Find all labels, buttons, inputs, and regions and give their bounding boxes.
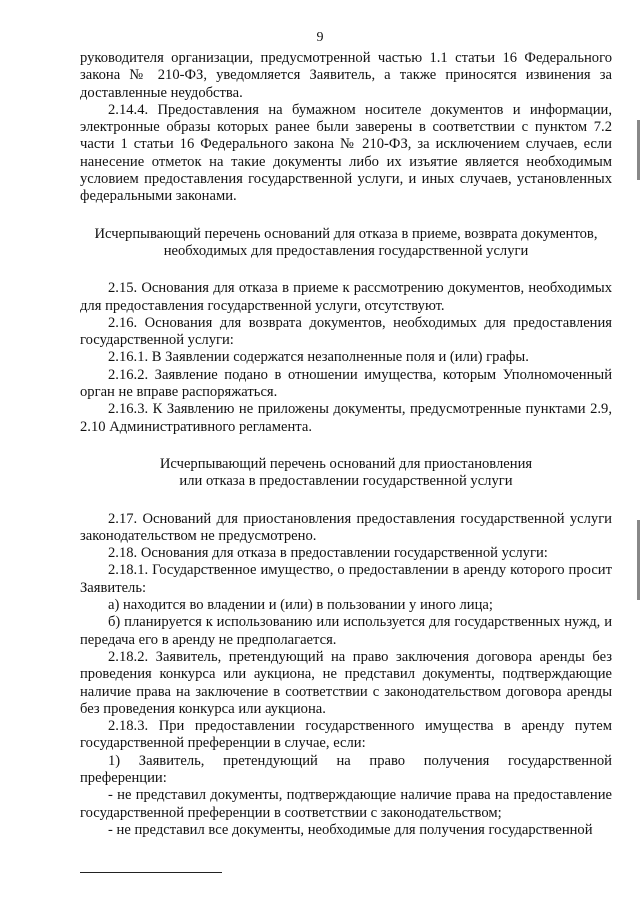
list-item-a: а) находится во владении и (или) в пользовании у иного лица; [108,597,493,614]
paragraph-2-16: 2.16. Основания для возврата документов, необходимых для предоставления государственной услуги: [80,314,612,349]
paragraph-2-14-4: 2.14.4. Предоставления на бумажном носителе документов и информации, электронные образы которых ранее были заверены в соответствии с пунктом 7.2 части 1 статьи 16 Федерального закона № 210-ФЗ, за исключением случаев, если нанесение отметок на такие документы либо их изъятие является необходимым условием предоставления государственной услуги, и иных случаев, установленных федеральными законами. [80,101,612,205]
list-item-1: 1) Заявитель, претендующий на право получения государственной преференции: [80,752,612,786]
paragraph-2-18-1: 2.18.1. Государственное имущество, о предоставлении в аренду которого просит Заявитель: [80,562,612,596]
paragraph-2-16-1: 2.16.1. В Заявлении содержатся незаполненные поля и (или) графы. [108,349,529,366]
section-heading-line: Исчерпывающий перечень оснований для приостановления [159,455,533,472]
paragraph-2-16-2: 2.16.2. Заявление подано в отношении имущества, которым Уполномоченный орган не вправе распоряжаться. [80,366,612,401]
dash-item: - не представил документы, подтверждающие наличие права на предоставление государственной преференции в соответствии с законодательством; [80,787,612,821]
paragraph-continuation: руководителя организации, предусмотренной частью 1.1 статьи 16 Федерального закона № 210-ФЗ, уведомляется Заявитель, а также приносятся извинения за доставленные неудобства. [80,50,612,101]
paragraph-2-18-2: 2.18.2. Заявитель, претендующий на право заключения договора аренды без проведения конкурса или аукциона, не представил документы, подтверждающие наличие права на заключение в соответствии с законодательством договора аренды без проведения конкурса или аукциона. [80,648,612,717]
section-heading-line: или отказа в предоставлении государственной услуги [179,473,513,490]
paragraph-2-17: 2.17. Оснований для приостановления предоставления государственной услуги законодательством не предусмотрено. [80,510,612,544]
section-heading-line: Исчерпывающий перечень оснований для отказа в приеме, возврата документов, [94,225,598,242]
section-heading-refusal-return [80,226,612,261]
section-heading-suspension-refusal [80,456,612,491]
list-item-b: б) планируется к использованию или используется для государственных нужд, и передача его в аренду не предполагается. [80,614,612,648]
paragraph-2-18-3: 2.18.3. При предоставлении государственного имущества в аренду путем государственной преференции в случае, если: [80,718,612,752]
paragraph-2-15: 2.15. Основания для отказа в приеме к рассмотрению документов, необходимых для предоставления государственной услуги, отсутствуют. [80,280,612,314]
paragraph-2-16-3: 2.16.3. К Заявлению не приложены документы, предусмотренные пунктами 2.9, 2.10 Административного регламента. [80,401,612,435]
page-number: 9 [316,30,324,45]
footnote-separator-line [80,872,222,873]
document-body [80,50,612,839]
dash-item: - не представил все документы, необходимые для получения государственной [108,821,593,838]
paragraph-2-18: 2.18. Основания для отказа в предоставлении государственной услуги: [108,545,548,562]
section-heading-line: необходимых для предоставления государственной услуги [163,242,529,259]
